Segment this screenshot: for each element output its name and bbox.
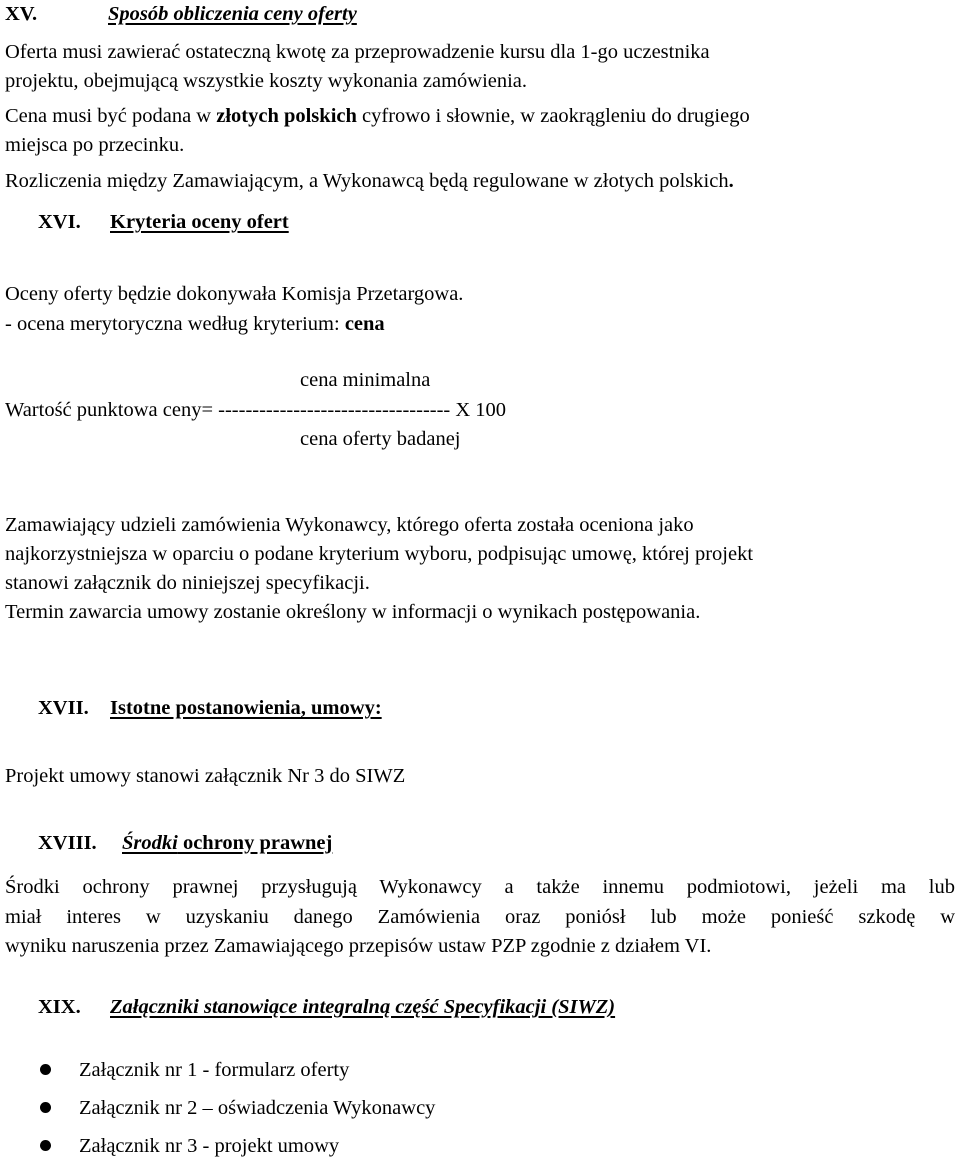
list-item-label: Załącznik nr 1 - formularz oferty xyxy=(79,1059,350,1081)
text-line: wyniku naruszenia przez Zamawiającego przepisów ustaw PZP zgodnie z działem VI. xyxy=(5,935,712,957)
bullet-icon xyxy=(40,1140,51,1151)
text-line: najkorzystniejsza w oparciu o podane kryterium wyboru, podpisując umowę, której projekt xyxy=(5,543,754,565)
section-number: XIX. xyxy=(38,996,81,1018)
bullet-icon xyxy=(40,1064,51,1075)
bold-text: złotych polskich xyxy=(216,105,357,127)
section-title xyxy=(122,832,332,854)
text-line: Termin zawarcia umowy zostanie określony w informacji o wynikach postępowania. xyxy=(5,601,701,623)
text-line xyxy=(5,310,385,339)
list-item-label: Załącznik nr 2 – oświadczenia Wykonawcy xyxy=(79,1097,436,1119)
text-span: Rozliczenia między Zamawiającym, a Wykonawcą będą regulowane w złotych polskich xyxy=(5,170,729,192)
formula-numerator: cena minimalna xyxy=(300,369,431,391)
text-line: Oferta musi zawierać ostateczną kwotę za przeprowadzenie kursu dla 1-go uczestnika xyxy=(5,41,710,63)
list-item-label: Załącznik nr 3 - projekt umowy xyxy=(79,1135,340,1157)
bullet-icon xyxy=(40,1102,51,1113)
formula-line: Wartość punktowa ceny= ---------------------------------- X 100 xyxy=(5,399,507,421)
list-item xyxy=(0,1094,435,1132)
text-span: - ocena merytoryczna według kryterium: xyxy=(5,313,345,335)
text-line: Projekt umowy stanowi załącznik Nr 3 do SIWZ xyxy=(5,765,406,787)
text-line: Środki ochrony prawnej przysługują Wykonawcy a także innemu podmiotowi, jeżeli ma lub xyxy=(5,876,955,898)
section-title: Kryteria oceny ofert xyxy=(110,211,289,233)
text-line: miejsca po przecinku. xyxy=(5,134,185,156)
section-number: XVI. xyxy=(38,211,81,233)
section-19-heading xyxy=(38,993,615,1022)
section-title: Załączniki stanowiące integralną część Specyfikacji (SIWZ) xyxy=(110,996,616,1018)
text-span: cyfrowo i słownie, w zaokrągleniu do drugiego xyxy=(356,105,750,127)
text-line: projektu, obejmującą wszystkie koszty wykonania zamówienia. xyxy=(5,70,528,92)
section-15-heading xyxy=(5,0,357,29)
bold-text: cena xyxy=(344,313,385,335)
section-title: Sposób obliczenia ceny oferty xyxy=(108,3,357,25)
list-item xyxy=(0,1056,435,1094)
section-number: XV. xyxy=(5,3,38,25)
text-line xyxy=(5,102,750,131)
formula-denominator: cena oferty badanej xyxy=(300,428,461,450)
section-title: Istotne postanowienia, umowy: xyxy=(110,697,382,719)
text-line: stanowi załącznik do niniejszej specyfikacji. xyxy=(5,572,370,594)
text-span: Cena musi być podana w xyxy=(5,105,217,127)
text-span: ochrony prawnej xyxy=(177,832,333,854)
text-line: Zamawiający udzieli zamówienia Wykonawcy, którego oferta została oceniona jako xyxy=(5,514,694,536)
text-line: Oceny oferty będzie dokonywała Komisja Przetargowa. xyxy=(5,283,464,305)
bold-text: . xyxy=(728,170,734,192)
section-18-heading xyxy=(38,829,332,858)
text-line xyxy=(5,167,734,196)
section-17-heading xyxy=(38,694,382,723)
list-item xyxy=(0,1132,435,1170)
section-number: XVII. xyxy=(38,697,89,719)
attachments-list xyxy=(0,1056,435,1170)
section-16-heading xyxy=(38,208,289,237)
italic-text: Środki xyxy=(122,832,178,854)
section-number: XVIII. xyxy=(38,832,97,854)
text-line: miał interes w uzyskaniu danego Zamówienia oraz poniósł lub może ponieść szkodę w xyxy=(5,906,955,928)
